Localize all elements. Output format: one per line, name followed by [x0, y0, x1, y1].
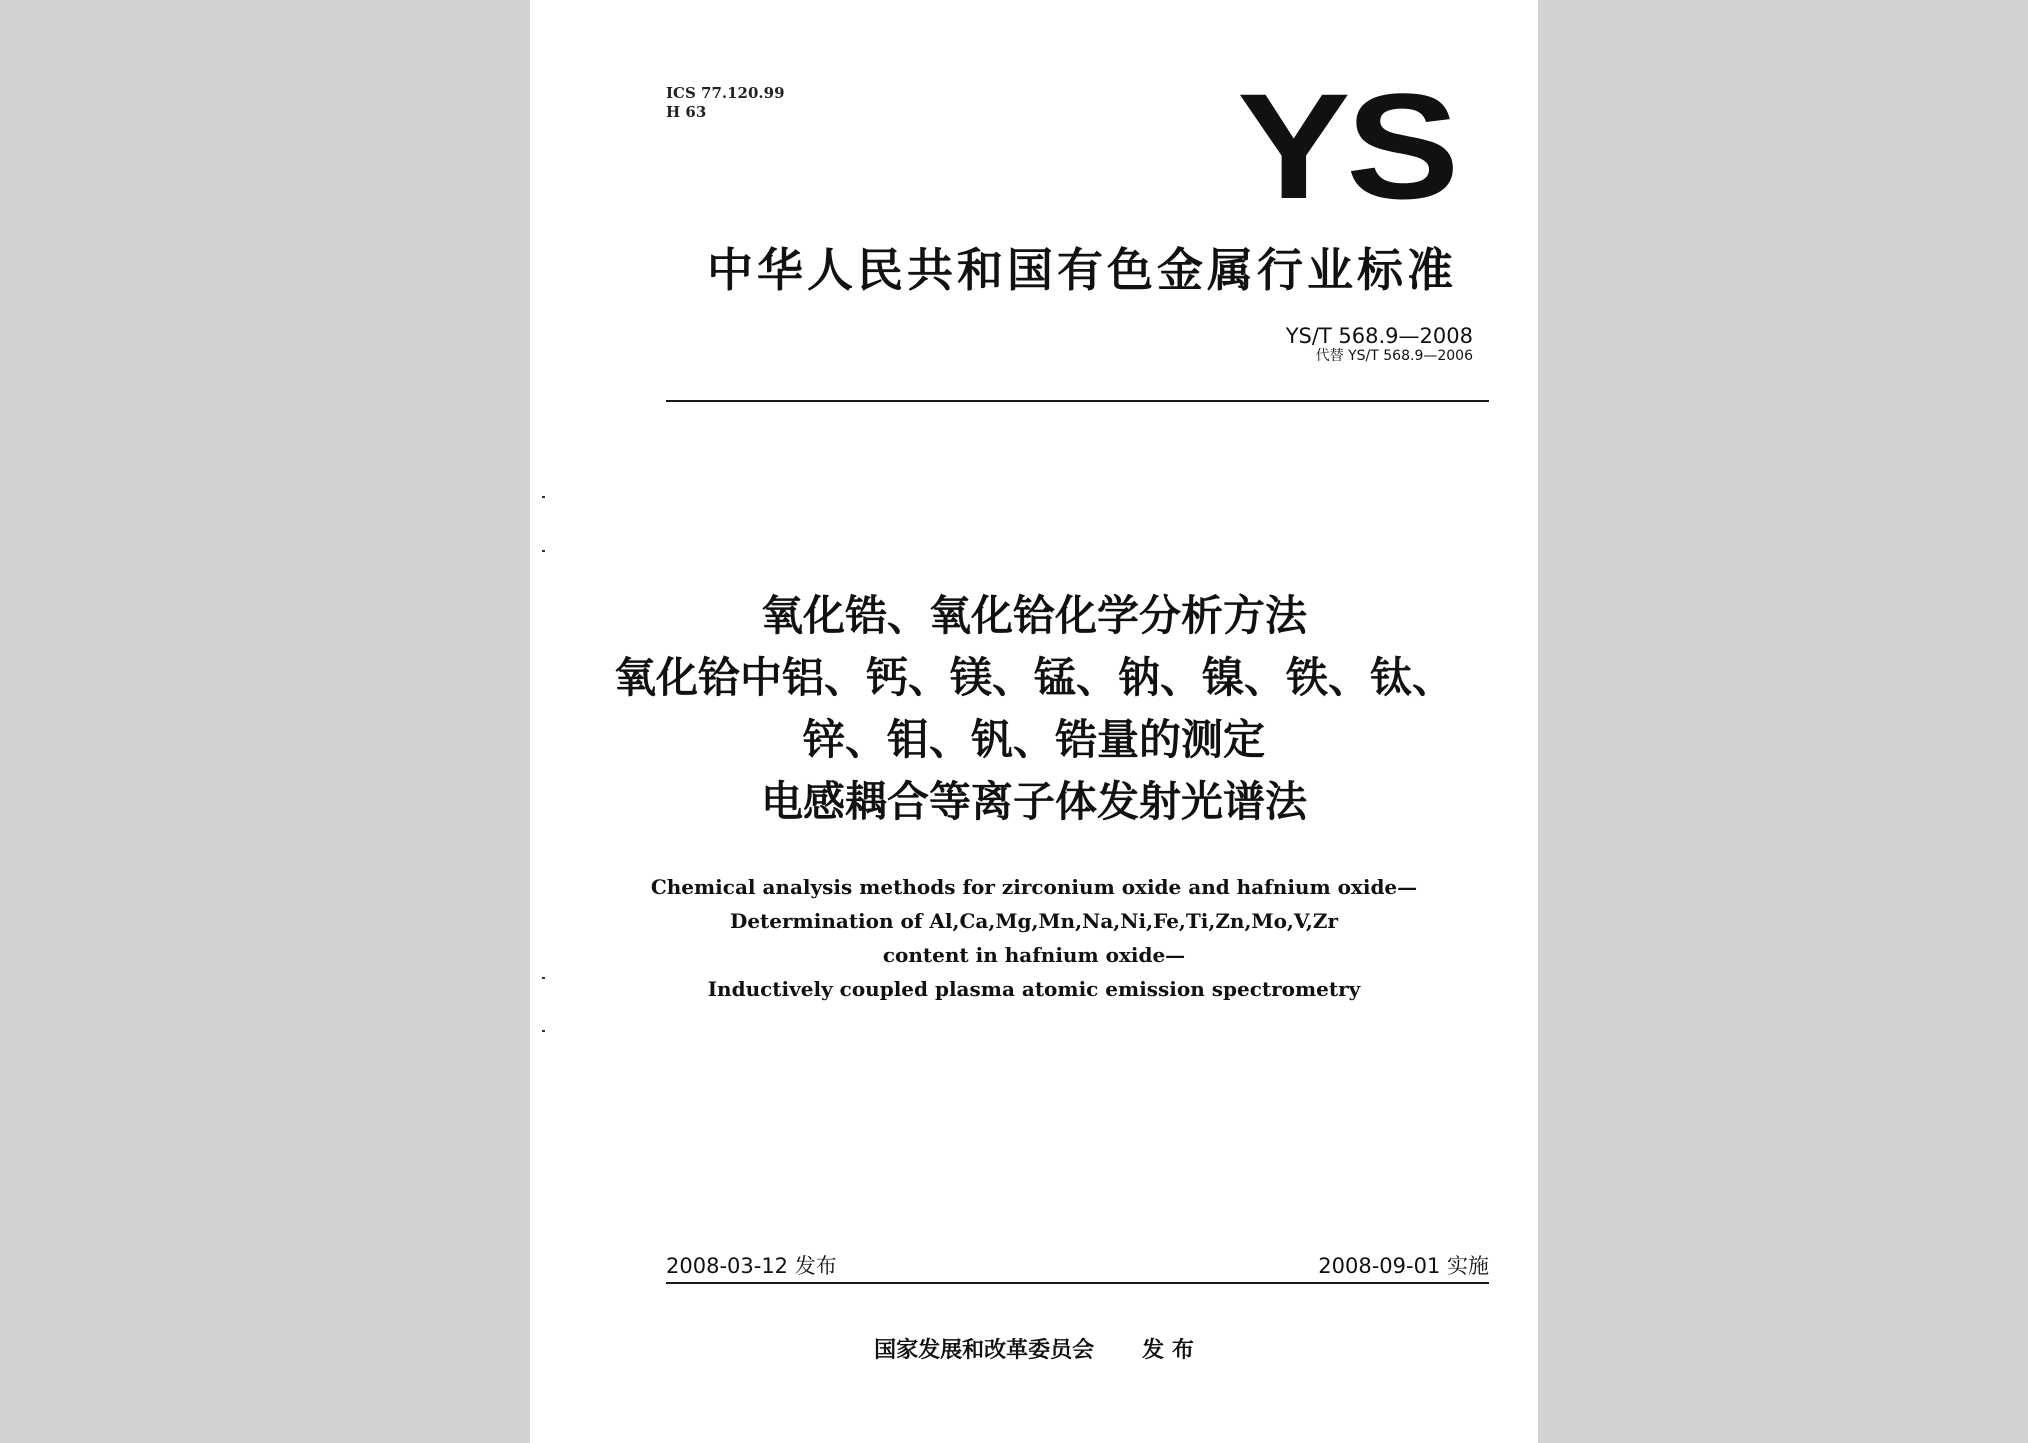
ccs-code: H 63 — [666, 103, 707, 121]
publisher-action: 发 布 — [1142, 1338, 1194, 1363]
chinese-title-line-4: 电感耦合等离子体发射光谱法 — [760, 777, 1307, 826]
replaced-standard: 代替 YS/T 568.9—2006 — [1315, 348, 1473, 364]
publisher-line — [530, 1333, 1538, 1364]
english-title-line-2: Determination of Al,Ca,Mg,Mn,Na,Ni,Fe,Ti,Zn,Mo,V,Zr — [729, 909, 1338, 933]
ics-code: ICS 77.120.99 — [666, 84, 785, 102]
footer-divider — [666, 1282, 1489, 1284]
margin-mark — [542, 496, 545, 498]
publisher-name: 国家发展和改革委员会 — [874, 1338, 1095, 1363]
document-page — [530, 0, 1538, 1443]
margin-mark — [542, 550, 545, 552]
english-title-line-3: content in hafnium oxide— — [882, 943, 1186, 967]
margin-mark — [542, 1030, 545, 1032]
chinese-title-line-3: 锌、钼、钒、锆量的测定 — [802, 715, 1265, 764]
english-title — [530, 870, 1538, 1006]
classification-codes — [666, 84, 785, 122]
standard-number: YS/T 568.9—2008 — [1285, 324, 1473, 348]
english-title-line-1: Chemical analysis methods for zirconium oxide and hafnium oxide— — [650, 875, 1418, 899]
chinese-title — [530, 585, 1538, 833]
org-title: 中华人民共和国有色金属行业标准 — [707, 243, 1457, 297]
implementation-date: 2008-09-01 实施 — [1318, 1254, 1489, 1278]
ys-logo — [1235, 74, 1457, 208]
ys-logo-text: YS — [1237, 74, 1455, 208]
header-divider — [666, 400, 1489, 402]
chinese-title-line-2: 氧化铪中铝、钙、镁、锰、钠、镍、铁、钛、 — [613, 653, 1454, 702]
chinese-title-line-1: 氧化锆、氧化铪化学分析方法 — [760, 591, 1307, 640]
english-title-line-4: Inductively coupled plasma atomic emission spectrometry — [707, 977, 1361, 1001]
standard-number-block — [1286, 324, 1473, 365]
issue-date: 2008-03-12 发布 — [666, 1254, 837, 1278]
